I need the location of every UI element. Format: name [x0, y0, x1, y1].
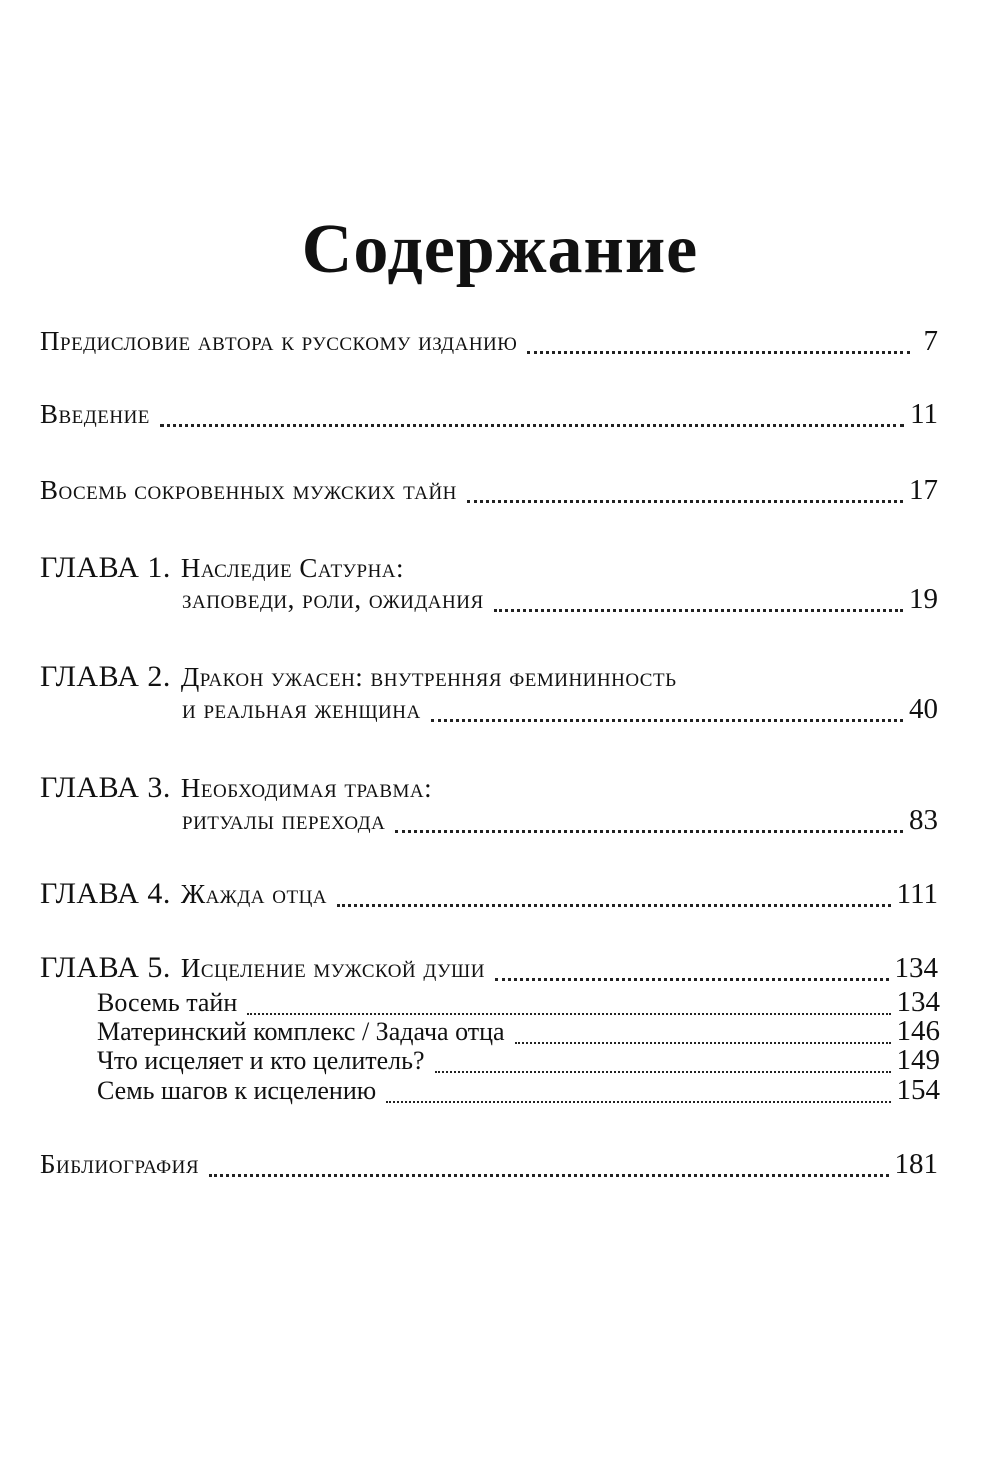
toc-chapter-2-line2: [182, 695, 938, 724]
toc-entry-secrets: [40, 476, 938, 505]
toc-label: Восемь сокровенных мужских тайн: [40, 475, 457, 505]
toc-page-number: 7: [923, 325, 938, 357]
toc-chapter-1-heading: [40, 553, 938, 583]
chapter-prefix: ГЛАВА 5.: [40, 951, 171, 984]
toc-page-number: 154: [896, 1074, 940, 1106]
chapter-title-line2: ритуалы перехода: [182, 805, 386, 835]
dot-leader: [515, 1017, 891, 1046]
dot-leader: [527, 327, 910, 356]
dot-leader: [160, 400, 904, 429]
toc-chapter-2-heading: [40, 662, 938, 692]
toc-subsection: [97, 1017, 940, 1046]
toc-chapter-3-line2: [182, 806, 938, 835]
toc-label: Предисловие автора к русскому изданию: [40, 326, 518, 356]
dot-leader: [337, 879, 891, 909]
chapter-title: Исцеление мужской души: [180, 953, 485, 983]
toc-chapter-1-line2: [182, 585, 938, 614]
chapter-prefix: ГЛАВА 3.: [40, 771, 171, 804]
toc-page-number: 17: [909, 474, 938, 506]
dot-leader: [467, 476, 903, 505]
chapter-title-line2: заповеди, роли, ожидания: [182, 584, 484, 614]
toc-label: Введение: [40, 399, 150, 429]
toc-page-number: 134: [896, 986, 940, 1018]
toc-subsection: [97, 988, 940, 1017]
toc-page-number: 181: [894, 1148, 938, 1180]
dot-leader: [247, 988, 890, 1017]
dot-leader: [495, 953, 889, 983]
chapter-title-line1: Наследие Сатурна:: [180, 553, 405, 583]
toc-entry-intro: [40, 400, 938, 429]
chapter-title-line1: Необходимая травма:: [180, 773, 433, 803]
dot-leader: [435, 1046, 891, 1075]
chapter-prefix: ГЛАВА 2.: [40, 660, 171, 693]
toc-chapter-4: [40, 879, 938, 909]
subsection-label: Что исцеляет и кто целитель?: [97, 1046, 425, 1075]
toc-page-number: 111: [896, 878, 938, 910]
toc-page-number: 83: [909, 804, 938, 836]
subsection-label: Восемь тайн: [97, 988, 238, 1017]
toc-page-number: 149: [896, 1044, 940, 1076]
chapter-title-line2: и реальная женщина: [182, 694, 421, 724]
chapter-title-line1: Дракон ужасен: внутренняя фемининность: [180, 662, 677, 692]
chapter-prefix: ГЛАВА 4.: [40, 877, 171, 910]
dot-leader: [209, 1150, 888, 1179]
toc-page-number: 19: [909, 583, 938, 615]
subsection-label: Материнский комплекс / Задача отца: [97, 1017, 505, 1046]
dot-leader: [431, 695, 903, 724]
toc-chapter-3-heading: [40, 773, 938, 803]
dot-leader: [395, 806, 903, 835]
page-title: Содержание: [301, 210, 699, 288]
toc-subsection: [97, 1046, 940, 1075]
toc-page-number: 11: [910, 398, 938, 430]
toc-label: Библиография: [40, 1149, 200, 1179]
toc-page-number: 134: [894, 952, 938, 984]
dot-leader: [386, 1076, 890, 1105]
chapter-prefix: ГЛАВА 1.: [40, 551, 171, 584]
chapter-title: Жажда отца: [180, 879, 328, 909]
toc-entry-preface: [40, 327, 938, 356]
toc-page-number: 146: [896, 1015, 940, 1047]
subsection-label: Семь шагов к исцелению: [97, 1076, 377, 1105]
toc-subsection: [97, 1076, 940, 1105]
toc-chapter-5: [40, 953, 938, 983]
toc-page-number: 40: [909, 693, 938, 725]
toc-entry-bibliography: [40, 1150, 938, 1179]
dot-leader: [494, 585, 903, 614]
